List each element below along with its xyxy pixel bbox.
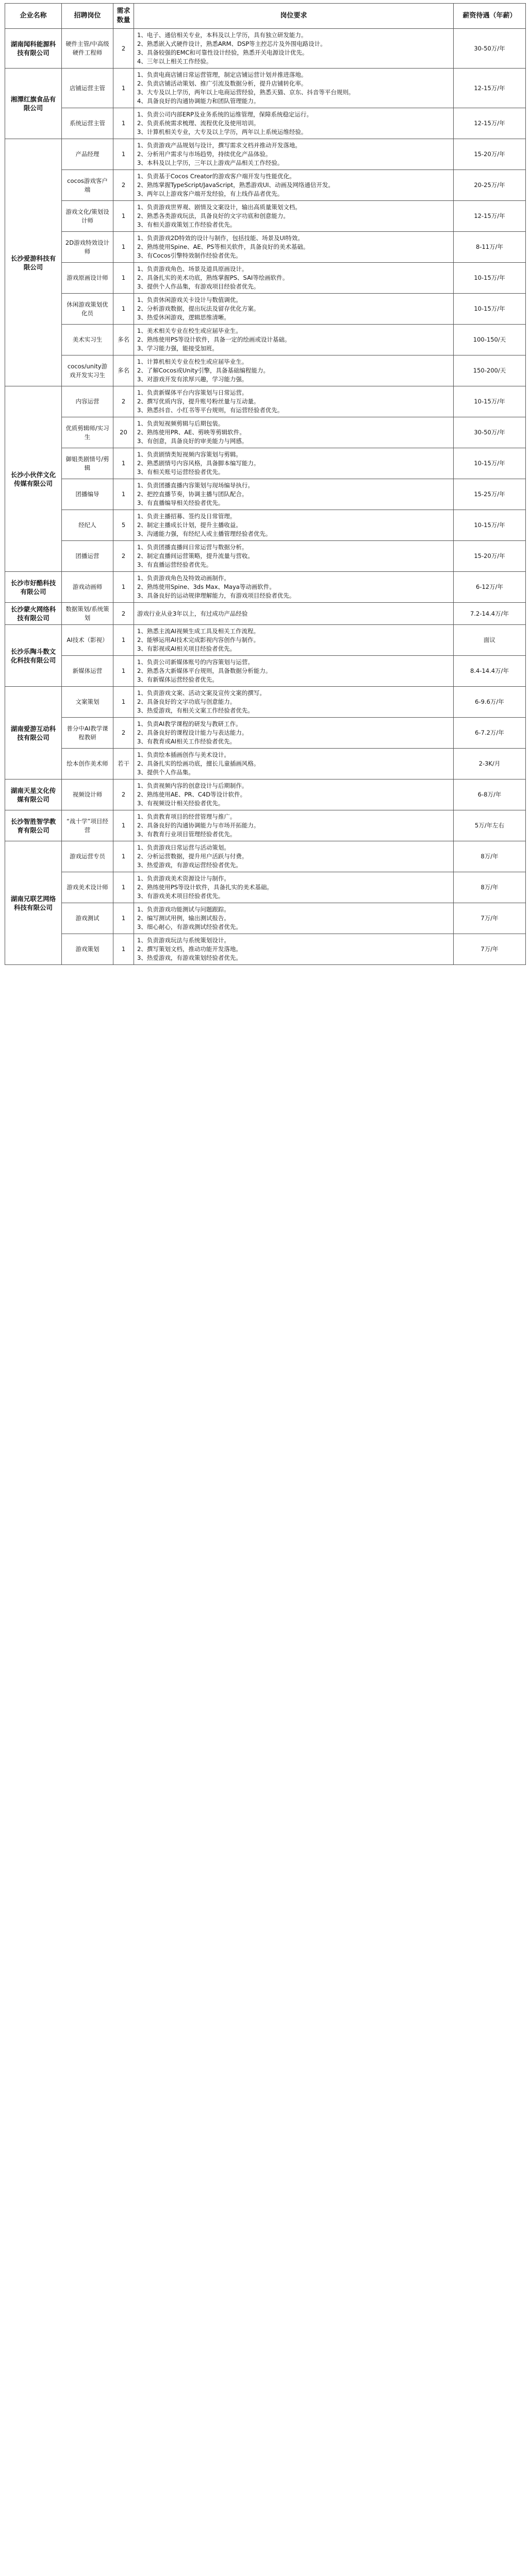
count-cell: 1 (113, 625, 134, 656)
count-cell: 多名 (113, 325, 134, 355)
count-cell: 1 (113, 448, 134, 479)
recruitment-table (5, 3, 526, 965)
salary-cell: 10-15万/年 (454, 386, 526, 417)
count-cell: 1 (113, 263, 134, 294)
table-row (5, 541, 526, 572)
count-cell: 2 (113, 718, 134, 749)
position-cell: 游戏策划 (62, 934, 113, 965)
header-count: 需求数量 (113, 4, 134, 29)
position-cell: 游戏测试 (62, 903, 113, 934)
requirements-cell: 1、负责游戏角色及特效动画制作。 2、熟练使用Spine、3ds Max、Maya等动画软件。 3、具备良好的运动规律理解能力，有游戏项目经验者优先。 (134, 572, 454, 603)
table-row (5, 139, 526, 170)
requirements-cell: 1、负责游戏角色、场景及道具原画设计。 2、具备扎实的美术功底，熟练掌握PS、SAI等绘画软件。 3、提供个人作品集，有游戏项目经验者优先。 (134, 263, 454, 294)
position-cell: 经纪人 (62, 510, 113, 541)
requirements-cell: 1、电子、通信相关专业，本科及以上学历，具有独立研发能力。 2、熟悉嵌入式硬件设计，熟悉ARM、DSP等主控芯片及外围电路设计。 3、具备较强的EMC和可靠性设计经验，熟悉开关电源设计优先。 4、三年以上相关工作经验。 (134, 29, 454, 69)
salary-cell: 8万/年 (454, 841, 526, 872)
position-cell: 游戏运营专员 (62, 841, 113, 872)
position-cell: 新媒体运营 (62, 656, 113, 687)
count-cell: 2 (113, 386, 134, 417)
header-company: 企业名称 (5, 4, 62, 29)
salary-cell: 15-20万/年 (454, 139, 526, 170)
requirements-cell: 1、负责休闲游戏关卡设计与数值调优。 2、分析游戏数据，提出玩法及留存优化方案。 3、热爱休闲游戏，逻辑思维清晰。 (134, 294, 454, 325)
position-cell: cocos游戏客户端 (62, 170, 113, 201)
count-cell: 1 (113, 572, 134, 603)
salary-cell: 15-20万/年 (454, 541, 526, 572)
position-cell: 游戏动画师 (62, 572, 113, 603)
salary-cell: 5万/年左右 (454, 810, 526, 841)
salary-cell: 100-150/天 (454, 325, 526, 355)
count-cell: 多名 (113, 355, 134, 386)
table-row (5, 779, 526, 810)
requirements-cell: 1、美术相关专业在校生或应届毕业生。 2、熟练使用PS等设计软件，具备一定的绘画或设计基础。 3、学习能力强，能接受加班。 (134, 325, 454, 355)
position-cell: 产品经理 (62, 139, 113, 170)
count-cell: 1 (113, 872, 134, 903)
requirements-cell: 1、负责AI教学课程的研发与教研工作。 2、具备良好的课程设计能力与表达能力。 3、有教育或AI相关工作经验者优先。 (134, 718, 454, 749)
salary-cell: 6-8万/年 (454, 779, 526, 810)
salary-cell: 12-15万/年 (454, 69, 526, 108)
position-cell: 游戏文化/策划设计师 (62, 201, 113, 232)
salary-cell: 6-7.2万/年 (454, 718, 526, 749)
count-cell: 1 (113, 687, 134, 718)
position-cell: 内容运营 (62, 386, 113, 417)
requirements-cell: 1、负责游戏玩法与系统策划设计。 2、撰写策划文档，推动功能开发落地。 3、热爱游戏，有游戏策划经验者优先。 (134, 934, 454, 965)
requirements-cell: 1、负责基于Cocos Creator的游戏客户端开发与性能优化。 2、熟练掌握TypeScript/JavaScript，熟悉游戏UI、动画及网络通信开发。 3、两年以上游戏客户端开发经验，有上线作品者优先。 (134, 170, 454, 201)
table-row (5, 625, 526, 656)
header-position: 招聘岗位 (62, 4, 113, 29)
table-row (5, 603, 526, 625)
company-name-cell: 长沙小伙伴文化传媒有限公司 (5, 386, 62, 572)
count-cell: 2 (113, 779, 134, 810)
requirements-cell: 1、计算机相关专业在校生或应届毕业生。 2、了解Cocos或Unity引擎，具备基础编程能力。 3、对游戏开发有浓厚兴趣，学习能力强。 (134, 355, 454, 386)
salary-cell: 15-25万/年 (454, 479, 526, 510)
requirements-cell: 1、负责视频内容的创意设计与后期制作。 2、熟练使用AE、PR、C4D等设计软件。 3、有视频设计相关经验者优先。 (134, 779, 454, 810)
requirements-cell: 1、负责游戏功能测试与问题跟踪。 2、编写测试用例，输出测试报告。 3、细心耐心，有游戏测试经验者优先。 (134, 903, 454, 934)
table-row (5, 749, 526, 779)
position-cell: cocos/unity游戏开发实习生 (62, 355, 113, 386)
table-row (5, 656, 526, 687)
table-row (5, 355, 526, 386)
position-cell: 普分中AI教学课程教研 (62, 718, 113, 749)
company-name-cell: 长沙蒙火网络科技有限公司 (5, 603, 62, 625)
position-cell: 团播编导 (62, 479, 113, 510)
requirements-cell: 1、负责电商店铺日常运营管理，制定店铺运营计划并推进落地。 2、负责店铺活动策划、推广引流及数据分析，提升店铺转化率。 3、大专及以上学历，两年以上电商运营经验，熟悉天猫、京东、抖音等平台规则。 4、具备良好的沟通协调能力和团队管理能力。 (134, 69, 454, 108)
company-name-cell: 湖南闻科能源科技有限公司 (5, 29, 62, 69)
count-cell: 1 (113, 294, 134, 325)
salary-cell: 7万/年 (454, 903, 526, 934)
count-cell: 1 (113, 69, 134, 108)
salary-cell: 30-50万/年 (454, 29, 526, 69)
count-cell: 2 (113, 541, 134, 572)
requirements-cell: 1、负责团播直播内容策划与现场编导执行。 2、把控直播节奏，协调主播与团队配合。 3、有直播编导相关经验者优先。 (134, 479, 454, 510)
company-name-cell: 长沙爱游科技有限公司 (5, 139, 62, 386)
table-row (5, 903, 526, 934)
requirements-cell: 1、负责教育项目的经营管理与推广。 2、具备良好的沟通协调能力与市场开拓能力。 3、有教育行业项目管理经验者优先。 (134, 810, 454, 841)
position-cell: 游戏美术设计师 (62, 872, 113, 903)
salary-cell: 7.2-14.4万/年 (454, 603, 526, 625)
salary-cell: 30-50万/年 (454, 417, 526, 448)
count-cell: 1 (113, 810, 134, 841)
company-name-cell: 湖南爱游互动科技有限公司 (5, 687, 62, 779)
company-name-cell: 湘潭红旗食品有限公司 (5, 69, 62, 139)
table-header-row (5, 4, 526, 29)
requirements-cell: 1、负责游戏文案、活动文案及宣传文案的撰写。 2、具备良好的文字功底与创意能力。 3、热爱游戏，有相关文案工作经验者优先。 (134, 687, 454, 718)
salary-cell: 8.4-14.4万/年 (454, 656, 526, 687)
salary-cell: 12-15万/年 (454, 201, 526, 232)
table-row (5, 417, 526, 448)
count-cell: 2 (113, 29, 134, 69)
requirements-cell: 1、熟悉主流AI视频生成工具及相关工作流程。 2、能够运用AI技术完成影视内容创作与制作。 3、有影视或AI相关项目经验者优先。 (134, 625, 454, 656)
salary-cell: 20-25万/年 (454, 170, 526, 201)
requirements-cell: 1、负责剧情类短视频内容策划与剪辑。 2、熟悉剧情号内容风格，具备脚本编写能力。 3、有相关账号运营经验者优先。 (134, 448, 454, 479)
header-salary: 薪资待遇（年薪） (454, 4, 526, 29)
company-name-cell: 长沙乐陶斗数文化科技有限公司 (5, 625, 62, 687)
table-row (5, 170, 526, 201)
salary-cell: 8万/年 (454, 872, 526, 903)
salary-cell: 10-15万/年 (454, 448, 526, 479)
requirements-cell: 游戏行业从业3年以上，有过成功产品经验 (134, 603, 454, 625)
position-cell: 视频设计师 (62, 779, 113, 810)
count-cell: 1 (113, 934, 134, 965)
count-cell: 5 (113, 510, 134, 541)
position-cell: 游戏原画设计师 (62, 263, 113, 294)
table-row (5, 294, 526, 325)
position-cell: 文案策划 (62, 687, 113, 718)
table-row (5, 479, 526, 510)
position-cell: AI技术（影视） (62, 625, 113, 656)
position-cell: 系统运营主管 (62, 108, 113, 139)
table-row (5, 510, 526, 541)
requirements-cell: 1、负责短视频剪辑与后期包装。 2、熟练使用PR、AE、剪映等剪辑软件。 3、有创意，具备良好的审美能力与网感。 (134, 417, 454, 448)
table-row (5, 263, 526, 294)
position-cell: 数据策划/系统策划 (62, 603, 113, 625)
position-cell: 团播运营 (62, 541, 113, 572)
position-cell: “战十学”项目经营 (62, 810, 113, 841)
count-cell: 若干 (113, 749, 134, 779)
position-cell: 店铺运营主管 (62, 69, 113, 108)
requirements-cell: 1、负责游戏日常运营与活动策划。 2、分析运营数据，提升用户活跃与付费。 3、热爱游戏，有游戏运营经验者优先。 (134, 841, 454, 872)
count-cell: 20 (113, 417, 134, 448)
position-cell: 御姐类剧情号/剪辑 (62, 448, 113, 479)
table-row (5, 201, 526, 232)
salary-cell: 10-15万/年 (454, 294, 526, 325)
position-cell: 绘本创作美术师 (62, 749, 113, 779)
table-row (5, 687, 526, 718)
table-row (5, 29, 526, 69)
table-row (5, 810, 526, 841)
position-cell: 硬件主管/中高级硬件工程师 (62, 29, 113, 69)
table-row (5, 572, 526, 603)
requirements-cell: 1、负责主播招募、签约及日常管理。 2、制定主播成长计划，提升主播收益。 3、沟通能力强，有经纪人或主播管理经验者优先。 (134, 510, 454, 541)
company-name-cell: 长沙智胜智学教育有限公司 (5, 810, 62, 841)
position-cell: 优质剪辑师/实习生 (62, 417, 113, 448)
salary-cell: 7万/年 (454, 934, 526, 965)
header-requirements: 岗位要求 (134, 4, 454, 29)
count-cell: 1 (113, 139, 134, 170)
table-row (5, 325, 526, 355)
company-name-cell: 湖南兄联艺网络科技有限公司 (5, 841, 62, 965)
table-row (5, 934, 526, 965)
table-row (5, 841, 526, 872)
requirements-cell: 1、负责新媒体平台内容策划与日常运营。 2、撰写优质内容，提升账号粉丝量与互动量。 3、熟悉抖音、小红书等平台规则，有运营经验者优先。 (134, 386, 454, 417)
count-cell: 1 (113, 656, 134, 687)
salary-cell: 面议 (454, 625, 526, 656)
position-cell: 2D游戏特效设计师 (62, 232, 113, 263)
requirements-cell: 1、负责游戏产品规划与设计，撰写需求文档并推动开发落地。 2、分析用户需求与市场趋势，持续优化产品体验。 3、本科及以上学历，三年以上游戏产品相关工作经验。 (134, 139, 454, 170)
count-cell: 1 (113, 232, 134, 263)
count-cell: 2 (113, 603, 134, 625)
table-row (5, 108, 526, 139)
salary-cell: 10-15万/年 (454, 510, 526, 541)
table-row (5, 232, 526, 263)
salary-cell: 12-15万/年 (454, 108, 526, 139)
salary-cell: 6-12万/年 (454, 572, 526, 603)
table-row (5, 69, 526, 108)
salary-cell: 8-11万/年 (454, 232, 526, 263)
requirements-cell: 1、负责游戏世界观、剧情及文案设计，输出高质量策划文档。 2、熟悉各类游戏玩法，具备良好的文字功底和创意能力。 3、有相关游戏策划工作经验者优先。 (134, 201, 454, 232)
company-name-cell: 长沙市好酷科技有限公司 (5, 572, 62, 603)
salary-cell: 6-9.6万/年 (454, 687, 526, 718)
table-row (5, 872, 526, 903)
table-row (5, 718, 526, 749)
table-row (5, 448, 526, 479)
count-cell: 1 (113, 201, 134, 232)
salary-cell: 2-3K/月 (454, 749, 526, 779)
requirements-cell: 1、负责绘本插画创作与美术设计。 2、具备扎实的绘画功底，擅长儿童插画风格。 3、提供个人作品集。 (134, 749, 454, 779)
table-body (5, 29, 526, 965)
requirements-cell: 1、负责游戏2D特效的设计与制作，包括技能、场景及UI特效。 2、熟练使用Spine、AE、PS等相关软件，具备良好的美术基础。 3、有Cocos引擎特效制作经验者优先。 (134, 232, 454, 263)
company-name-cell: 湖南天星文化传媒有限公司 (5, 779, 62, 810)
count-cell: 1 (113, 479, 134, 510)
table-row (5, 386, 526, 417)
salary-cell: 10-15万/年 (454, 263, 526, 294)
requirements-cell: 1、负责公司新媒体账号的内容策划与运营。 2、熟悉各大新媒体平台规则，具备数据分析能力。 3、有新媒体运营经验者优先。 (134, 656, 454, 687)
count-cell: 1 (113, 108, 134, 139)
position-cell: 美术实习生 (62, 325, 113, 355)
count-cell: 2 (113, 170, 134, 201)
count-cell: 1 (113, 903, 134, 934)
requirements-cell: 1、负责团播直播间日常运营与数据分析。 2、制定直播间运营策略，提升流量与营收。 3、有直播运营经验者优先。 (134, 541, 454, 572)
count-cell: 1 (113, 841, 134, 872)
position-cell: 休闲游戏策划优化员 (62, 294, 113, 325)
requirements-cell: 1、负责游戏美术资源设计与制作。 2、熟练使用PS等设计软件，具备扎实的美术基础。 3、有游戏美术项目经验者优先。 (134, 872, 454, 903)
salary-cell: 150-200/天 (454, 355, 526, 386)
requirements-cell: 1、负责公司内部ERP及业务系统的运维管理，保障系统稳定运行。 2、负责系统需求梳理、流程优化及使用培训。 3、计算机相关专业，大专及以上学历，两年以上系统运维经验。 (134, 108, 454, 139)
